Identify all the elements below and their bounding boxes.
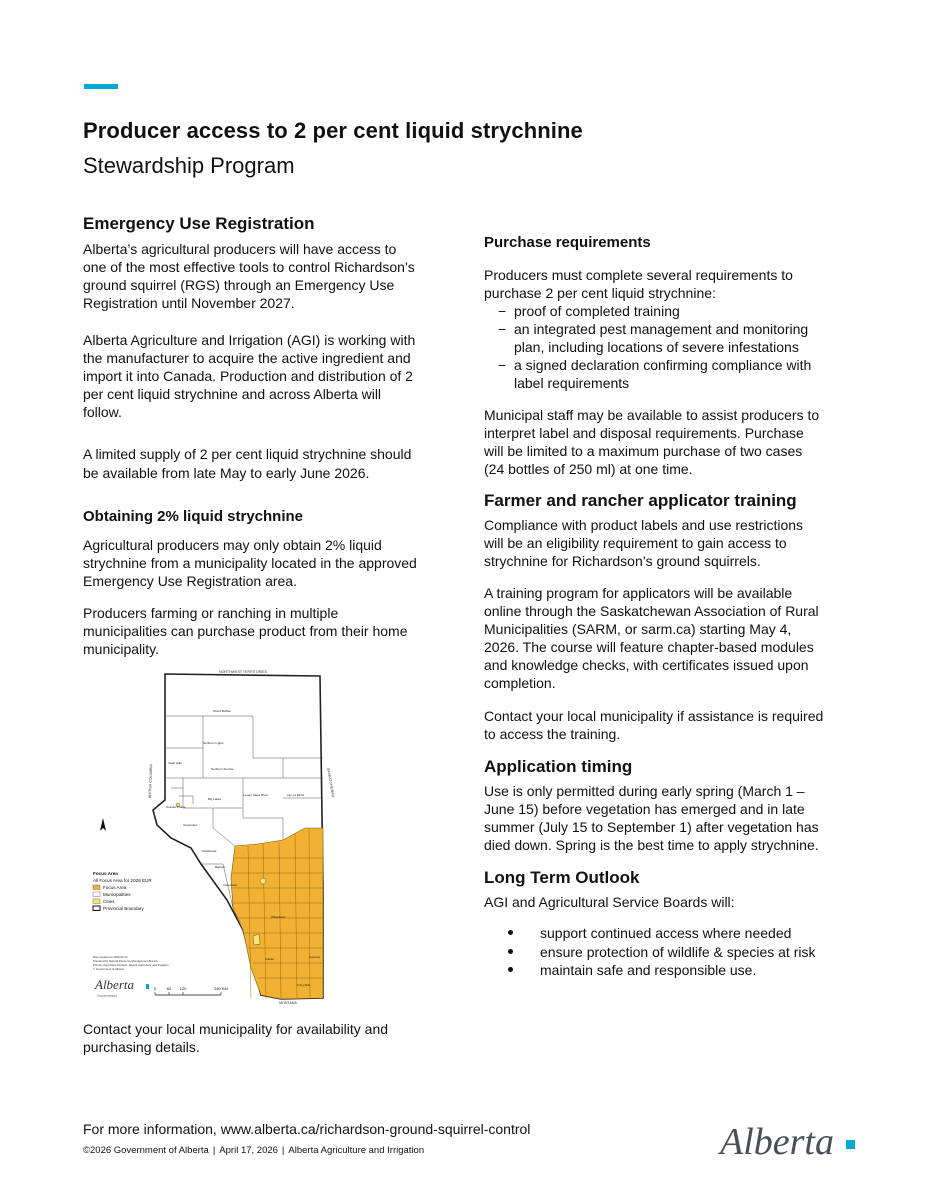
place-label: Yellowhead xyxy=(201,849,217,853)
footer-date: April 17, 2026 xyxy=(219,1145,278,1156)
place-label: Northern Sunrise xyxy=(211,767,234,771)
timing-paragraph: Use is only permitted during early spring (March 1 – June 15) before vegetation has emerged and in late summer (July 15 to September 1) after vegetation has died down. Spring is the best time to apply strychnine. xyxy=(484,783,819,853)
legend-swatch-focus xyxy=(93,885,100,890)
purchase-heading: Purchase requirements xyxy=(484,234,651,251)
place-label: Bighorn xyxy=(215,865,226,869)
accent-bar xyxy=(84,84,118,89)
outlook-heading: Long Term Outlook xyxy=(484,868,640,887)
place-label: Wood Buffalo xyxy=(213,709,231,713)
place-label: Big Lakes xyxy=(208,797,222,801)
timing-heading: Application timing xyxy=(484,757,633,776)
map-label-east: SASKATCHEWAN xyxy=(326,767,336,798)
map-alberta-logo: Alberta xyxy=(95,977,134,992)
map-logo-accent xyxy=(146,984,149,989)
bullet-icon xyxy=(508,949,513,954)
place-label: Clearwater xyxy=(223,883,238,887)
footer-meta: ©2026 Government of Alberta | April 17, 2026 | Alberta Agriculture and Irrigation xyxy=(83,1145,425,1156)
list-item: − a signed declaration confirming compliance with label requirements xyxy=(498,357,812,391)
list-item: − an integrated pest management and monitoring plan, including locations of severe infestations xyxy=(498,321,809,355)
svg-text:Primary Agriculture Division,: Primary Agriculture Division, Alberta Agriculture and Irrigation. xyxy=(93,963,170,967)
legend-item: Cities xyxy=(103,899,115,904)
svg-text:Prepared by Natural Resource M: Prepared by Natural Resource Management Branch, xyxy=(93,959,159,963)
map-logo-sub: Government xyxy=(97,994,117,998)
legend-item: Focus Area xyxy=(103,885,127,890)
svg-text:120: 120 xyxy=(179,986,187,991)
purchase-intro: Producers must complete several requirements to purchase 2 per cent liquid strychnine: xyxy=(484,267,793,301)
city-area xyxy=(260,878,266,884)
legend-subtitle: All Focus Area for 2026 EUR xyxy=(93,878,152,883)
place-label: Greenview xyxy=(183,823,198,827)
place-label: Lesser Slave River xyxy=(243,793,269,797)
legend-item: Municipalities xyxy=(103,892,131,897)
place-label: Grande Prairie xyxy=(166,805,186,809)
footer-info-link[interactable]: For more information, www.alberta.ca/richardson-ground-squirrel-control xyxy=(83,1121,531,1137)
list-item: maintain safe and responsible use. xyxy=(484,961,815,980)
training-paragraph-3: Contact your local municipality if assistance is required to access the training. xyxy=(484,708,824,742)
obtaining-paragraph-2: Producers farming or ranching in multiple municipalities can purchase product from their home municipality. xyxy=(83,605,408,657)
alberta-focus-area-map xyxy=(83,668,358,1005)
training-paragraph-2: A training program for applicators will be available online through the Saskatchewan Association of Rural Municipalities (SARM, or sarm.ca) starting May 4, 2026. The course will feature chapter-based modules and knowledge checks, with certificates issued upon completion. xyxy=(484,585,819,691)
training-heading: Farmer and rancher applicator training xyxy=(484,491,797,510)
map-legend xyxy=(93,871,152,911)
footer-dept: Alberta Agriculture and Irrigation xyxy=(288,1145,425,1156)
legend-swatch-boundary xyxy=(93,906,100,911)
map-scale-bar xyxy=(154,986,228,995)
footer-copyright: ©2026 Government of Alberta xyxy=(83,1145,209,1156)
map-label-north: NORTHWEST TERRITORIES xyxy=(218,670,268,674)
obtaining-heading: Obtaining 2% liquid strychnine xyxy=(83,508,304,525)
north-arrow-icon xyxy=(100,818,106,831)
alberta-logo-accent xyxy=(846,1140,855,1149)
place-label: Forty Mile xyxy=(297,983,311,987)
svg-text:0: 0 xyxy=(153,986,157,991)
svg-text:© Government of Alberta: © Government of Alberta xyxy=(93,967,124,971)
place-label: Wheatland xyxy=(271,915,286,919)
legend-swatch-city xyxy=(93,899,100,904)
svg-text:60: 60 xyxy=(166,986,172,991)
alberta-logo-text: Alberta xyxy=(720,1121,834,1163)
place-label: Cypress xyxy=(309,955,321,959)
outlook-list xyxy=(484,924,815,980)
legend-swatch-municipality xyxy=(93,892,100,897)
list-item: support continued access where needed xyxy=(484,924,815,943)
page-title: Producer access to 2 per cent liquid strychnine xyxy=(83,118,583,143)
map-label-west: BRITISH COLUMBIA xyxy=(148,763,154,799)
bullet-icon xyxy=(508,967,513,972)
svg-text:240 KM: 240 KM xyxy=(214,986,228,991)
place-label: Clear Hills xyxy=(168,761,182,765)
emergency-paragraph-3: A limited supply of 2 per cent liquid strychnine should be available from late May to early June 2026. xyxy=(83,446,412,481)
legend-title: Focus Area xyxy=(93,871,118,876)
emergency-paragraph-1: Alberta’s agricultural producers will have access to one of the most effective tools to control Richardson’s ground squirrel (RGS) through an Emergency Use Registration until November 2027. xyxy=(83,241,415,311)
legend-item: Provincial Boundary xyxy=(103,906,144,911)
purchase-paragraph-2: Municipal staff may be available to assist producers to interpret label and disposal requirements. Purchase will be limited to a maximum purchase of two cases (24 bottles of 250 ml) at one time. xyxy=(484,407,820,477)
outlook-intro: AGI and Agricultural Service Boards will: xyxy=(484,894,735,910)
contact-paragraph: Contact your local municipality for availability and purchasing details. xyxy=(83,1021,389,1055)
place-label: Northern Lights xyxy=(203,741,224,745)
place-label: Lac La Biche xyxy=(287,793,305,797)
map-label-south: MONTANA xyxy=(279,1001,297,1005)
training-paragraph-1: Compliance with product labels and use restrictions will be an eligibility requirement to gain access to strychnine for Richardson’s ground squirrels. xyxy=(484,517,804,569)
purchase-requirements-list xyxy=(484,302,811,392)
page-subtitle: Stewardship Program xyxy=(83,153,295,178)
list-item: − proof of completed training xyxy=(498,303,680,319)
bullet-icon xyxy=(508,930,513,935)
emergency-paragraph-2: Alberta Agriculture and Irrigation (AGI) is working with the manufacturer to acquire the active ingredient and import it into Canada. Production and distribution of 2 per cent liquid strychnine and across Alberta will follow. xyxy=(83,332,416,420)
alberta-logo xyxy=(718,1118,858,1164)
svg-text:Map created on 2026-03-13: Map created on 2026-03-13 xyxy=(93,955,128,959)
map-credit xyxy=(93,955,170,971)
city-area xyxy=(253,934,260,945)
emergency-heading: Emergency Use Registration xyxy=(83,214,315,233)
place-label: Vulcan xyxy=(265,957,275,961)
list-item: ensure protection of wildlife & species at risk xyxy=(484,943,815,962)
obtaining-paragraph-1: Agricultural producers may only obtain 2% liquid strychnine from a municipality located in the approved Emergency Use Registration area. xyxy=(83,537,417,589)
